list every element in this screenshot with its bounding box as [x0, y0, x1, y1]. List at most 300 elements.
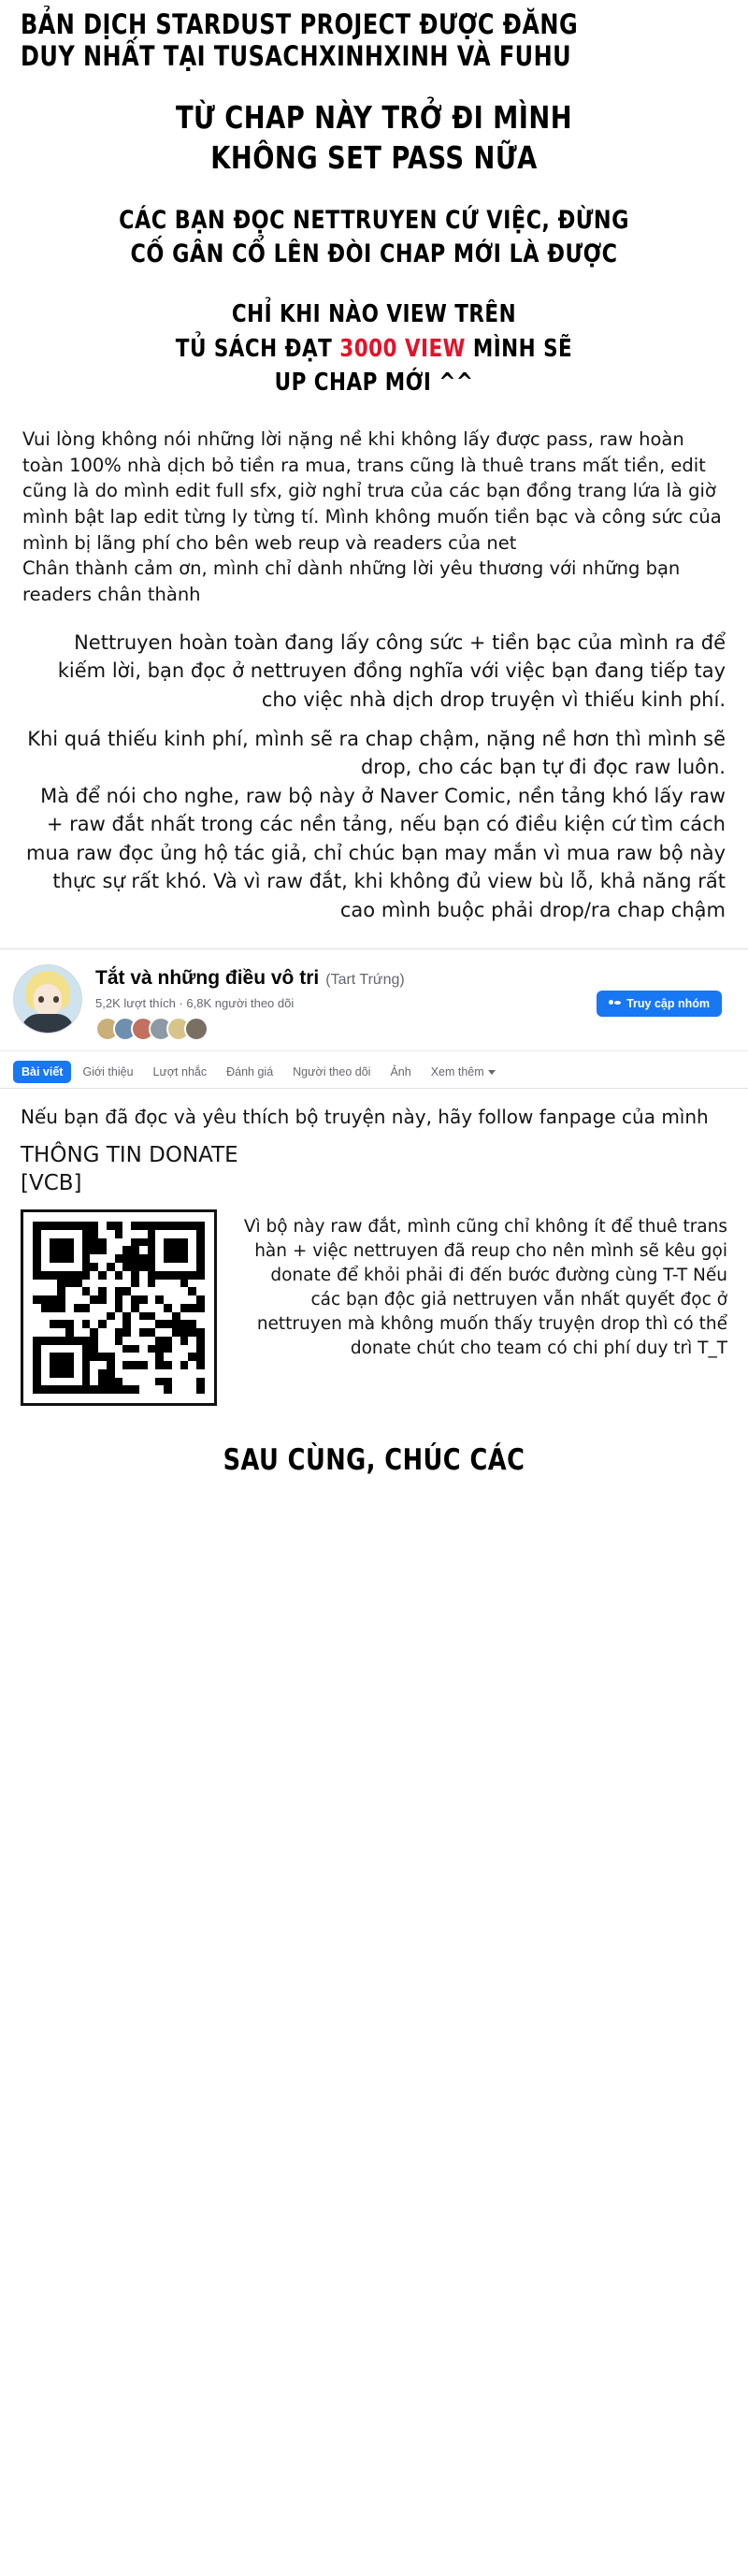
qr-module — [131, 1254, 139, 1263]
qr-module — [131, 1246, 139, 1254]
qr-module — [41, 1320, 50, 1328]
qr-module — [107, 1304, 115, 1312]
qr-module — [155, 1263, 164, 1271]
qr-module — [188, 1353, 196, 1361]
qr-module — [148, 1238, 156, 1247]
qr-module — [98, 1238, 107, 1247]
qr-module — [172, 1337, 180, 1345]
qr-module — [50, 1304, 58, 1312]
qr-module — [164, 1263, 172, 1271]
qr-module — [82, 1304, 91, 1312]
qr-module — [90, 1353, 98, 1361]
qr-module — [74, 1295, 82, 1304]
qr-module — [65, 1222, 74, 1230]
qr-module — [90, 1345, 98, 1353]
qr-module — [90, 1304, 98, 1312]
fb-tab-bar — [0, 1050, 748, 1088]
qr-module — [82, 1246, 91, 1254]
qr-module — [164, 1304, 172, 1312]
qr-module — [65, 1378, 74, 1386]
qr-module — [180, 1345, 189, 1353]
qr-module — [33, 1320, 41, 1328]
qr-module — [90, 1312, 98, 1321]
qr-module — [41, 1328, 50, 1337]
paragraph-1: Vui lòng không nói những lời nặng nề khi không lấy được pass, raw hoàn toàn 100% nhà dịch bỏ tiền ra mua, trans cũng là thuê trans mất tiền, edit cũng là do mình edit full sfx, giờ nghỉ trưa của các bạn đồng trang lứa là giờ mình bật lap edit từng ly từng tí. Mình không muốn tiền bạc và công sức của mình bị lãng phí cho bên web reup và readers của net — [22, 427, 722, 554]
qr-module — [131, 1312, 139, 1321]
qr-module — [131, 1353, 139, 1361]
qr-module — [188, 1280, 196, 1288]
qr-module — [131, 1320, 139, 1328]
visit-group-button[interactable] — [597, 991, 722, 1017]
fb-title-row — [95, 966, 597, 990]
friend-avatars-row — [95, 1017, 597, 1041]
qr-grid — [33, 1222, 205, 1394]
qr-module — [33, 1254, 41, 1263]
qr-module — [148, 1295, 156, 1304]
donate-note: Vì bộ này raw đắt, mình cũng chỉ không ít để thuê trans hàn + việc nettruyen đã reup cho nên mình sẽ kêu gọi donate để khỏi phải đi đến bước đường cùng T-T Nếu các bạn độc giả nettruyen vẫn nhất quyết đọc ở nettruyen mà không muốn thấy truyện drop thì có thể donate chút cho team có chi phí duy trì T_T — [243, 1217, 727, 1358]
qr-module — [122, 1263, 131, 1271]
qr-module — [74, 1246, 82, 1254]
donate-bank-label: [VCB] — [21, 1171, 82, 1196]
qr-module — [74, 1263, 82, 1271]
qr-module — [155, 1369, 164, 1378]
qr-module — [122, 1254, 131, 1263]
qr-module — [90, 1328, 98, 1337]
qr-module — [98, 1369, 107, 1378]
qr-module — [82, 1238, 91, 1247]
qr-module — [196, 1378, 205, 1386]
qr-module — [164, 1312, 172, 1321]
qr-module — [74, 1238, 82, 1247]
qr-module — [98, 1295, 107, 1304]
qr-module — [155, 1295, 164, 1304]
tab-mentions[interactable]: Lượt nhắc — [152, 1065, 208, 1079]
qr-module — [115, 1369, 123, 1378]
qr-module — [180, 1287, 189, 1295]
qr-module — [172, 1328, 180, 1337]
qr-module — [188, 1378, 196, 1386]
qr-module — [107, 1328, 115, 1337]
qr-module — [122, 1271, 131, 1280]
qr-module — [155, 1320, 164, 1328]
qr-module — [33, 1280, 41, 1288]
qr-module — [107, 1295, 115, 1304]
qr-module — [172, 1295, 180, 1304]
qr-module — [139, 1254, 148, 1263]
tab-followers[interactable]: Người theo dõi — [293, 1065, 371, 1079]
qr-module — [148, 1320, 156, 1328]
qr-module — [82, 1345, 91, 1353]
qr-module — [41, 1312, 50, 1321]
qr-module — [50, 1312, 58, 1321]
qr-module — [172, 1378, 180, 1386]
qr-module — [139, 1238, 148, 1247]
follow-text: Nếu bạn đã đọc và yêu thích bộ truyện này, hãy follow fanpage của mình — [21, 1106, 709, 1129]
qr-module — [50, 1238, 58, 1247]
tab-posts[interactable]: Bài viết — [13, 1061, 71, 1083]
qr-module — [98, 1345, 107, 1353]
qr-module — [98, 1353, 107, 1361]
qr-module — [107, 1238, 115, 1247]
qr-module — [122, 1230, 131, 1238]
avatar — [13, 964, 82, 1034]
qr-module — [74, 1385, 82, 1394]
qr-module — [122, 1287, 131, 1295]
qr-module — [50, 1345, 58, 1353]
qr-module — [90, 1378, 98, 1386]
qr-module — [74, 1328, 82, 1337]
qr-module — [82, 1295, 91, 1304]
qr-module — [107, 1246, 115, 1254]
qr-module — [148, 1246, 156, 1254]
qr-module — [82, 1280, 91, 1288]
qr-module — [65, 1271, 74, 1280]
qr-module — [139, 1385, 148, 1394]
qr-module — [180, 1246, 189, 1254]
qr-module — [41, 1280, 50, 1288]
qr-module — [98, 1271, 107, 1280]
qr-module — [188, 1361, 196, 1369]
qr-module — [98, 1378, 107, 1386]
qr-module — [115, 1295, 123, 1304]
qr-module — [122, 1246, 131, 1254]
qr-module — [82, 1230, 91, 1238]
qr-module — [148, 1230, 156, 1238]
qr-module — [33, 1287, 41, 1295]
qr-module — [131, 1287, 139, 1295]
qr-module — [98, 1320, 107, 1328]
qr-module — [172, 1222, 180, 1230]
qr-module — [155, 1361, 164, 1369]
qr-module — [65, 1263, 74, 1271]
qr-module — [115, 1312, 123, 1321]
qr-module — [122, 1280, 131, 1288]
qr-module — [41, 1295, 50, 1304]
view-line-suffix: MÌNH SẼ — [465, 334, 573, 363]
qr-module — [98, 1304, 107, 1312]
tab-about[interactable]: Giới thiệu — [82, 1065, 134, 1079]
qr-module — [196, 1246, 205, 1254]
qr-module — [172, 1271, 180, 1280]
qr-module — [164, 1280, 172, 1288]
qr-module — [131, 1361, 139, 1369]
qr-module — [188, 1246, 196, 1254]
qr-module — [41, 1345, 50, 1353]
qr-module — [50, 1337, 58, 1345]
qr-module — [90, 1385, 98, 1394]
qr-module — [122, 1345, 131, 1353]
qr-module — [65, 1254, 74, 1263]
tab-more-label: Xem thêm — [430, 1065, 484, 1079]
qr-module — [115, 1230, 123, 1238]
qr-module — [41, 1238, 50, 1247]
qr-module — [115, 1271, 123, 1280]
qr-module — [172, 1280, 180, 1288]
friend-avatar — [184, 1017, 209, 1041]
qr-module — [90, 1230, 98, 1238]
qr-module — [90, 1287, 98, 1295]
qr-module — [172, 1361, 180, 1369]
qr-module — [107, 1320, 115, 1328]
headline-mid-line-1: CÁC BẠN ĐỌC NETTRUYEN CỨ VIỆC, ĐỪNG — [119, 205, 629, 235]
qr-module — [131, 1385, 139, 1394]
qr-module — [65, 1312, 74, 1321]
qr-module — [148, 1328, 156, 1337]
qr-module — [90, 1271, 98, 1280]
qr-module — [115, 1280, 123, 1288]
fb-card-top — [0, 959, 748, 1041]
qr-module — [74, 1369, 82, 1378]
qr-module — [107, 1369, 115, 1378]
qr-module — [57, 1378, 65, 1386]
qr-module — [82, 1369, 91, 1378]
qr-module — [164, 1369, 172, 1378]
qr-module — [107, 1312, 115, 1321]
qr-module — [50, 1320, 58, 1328]
qr-module — [41, 1263, 50, 1271]
qr-module — [196, 1287, 205, 1295]
qr-module — [98, 1361, 107, 1369]
qr-module — [98, 1222, 107, 1230]
qr-module — [164, 1238, 172, 1247]
qr-module — [41, 1369, 50, 1378]
qr-module — [65, 1320, 74, 1328]
qr-module — [57, 1345, 65, 1353]
qr-module — [90, 1280, 98, 1288]
qr-module — [82, 1328, 91, 1337]
footer-headline: SAU CÙNG, CHÚC CÁC — [223, 1443, 525, 1478]
qr-module — [148, 1385, 156, 1394]
qr-module — [74, 1254, 82, 1263]
page-stats: 5,2K lượt thích · 6,8K người theo dõi — [95, 996, 295, 1011]
qr-module — [196, 1222, 205, 1230]
qr-module — [41, 1230, 50, 1238]
headline-view-line-1: CHỈ KHI NÀO VIEW TRÊN — [231, 300, 517, 329]
page-alias: (Tart Trứng) — [325, 972, 405, 989]
qr-module — [90, 1369, 98, 1378]
qr-module — [115, 1378, 123, 1386]
qr-module — [155, 1353, 164, 1361]
qr-module — [41, 1385, 50, 1394]
tab-reviews[interactable]: Đánh giá — [226, 1065, 274, 1079]
qr-module — [65, 1304, 74, 1312]
qr-module — [107, 1230, 115, 1238]
qr-module — [33, 1304, 41, 1312]
qr-module — [188, 1328, 196, 1337]
qr-module — [172, 1263, 180, 1271]
qr-module — [131, 1271, 139, 1280]
qr-module — [33, 1263, 41, 1271]
qr-module — [164, 1230, 172, 1238]
qr-module — [148, 1304, 156, 1312]
qr-module — [33, 1328, 41, 1337]
qr-module — [57, 1312, 65, 1321]
qr-module — [188, 1320, 196, 1328]
qr-module — [57, 1230, 65, 1238]
qr-module — [131, 1230, 139, 1238]
qr-module — [188, 1337, 196, 1345]
qr-module — [148, 1378, 156, 1386]
qr-module — [196, 1353, 205, 1361]
donate-qr-code — [21, 1209, 217, 1406]
qr-module — [164, 1222, 172, 1230]
qr-module — [164, 1287, 172, 1295]
qr-module — [33, 1378, 41, 1386]
qr-module — [115, 1287, 123, 1295]
qr-module — [131, 1222, 139, 1230]
qr-module — [139, 1287, 148, 1295]
qr-module — [172, 1304, 180, 1312]
qr-module — [33, 1295, 41, 1304]
qr-module — [131, 1280, 139, 1288]
view-line-prefix: TỦ SÁCH ĐẠT — [175, 334, 340, 363]
qr-module — [33, 1361, 41, 1369]
headline-big-line-1: TỪ CHAP NÀY TRỞ ĐI MÌNH — [175, 99, 573, 137]
paragraph-5: Mà để nói cho nghe, raw bộ này ở Naver Comic, nền tảng khó lấy raw + raw đắt nhất trong các nền tảng, nếu bạn có điều kiện cứ tìm cách mua raw đọc ủng hộ tác giả, chỉ chúc bạn may mắn vì mua raw bộ này thực sự rất khó. Và vì raw đắt, khi không đủ view bù lỗ, khả năng rất cao mình buộc phải drop/ra chap chậm — [26, 784, 726, 921]
qr-module — [74, 1337, 82, 1345]
qr-module — [74, 1345, 82, 1353]
qr-module — [139, 1320, 148, 1328]
qr-module — [180, 1263, 189, 1271]
qr-module — [148, 1280, 156, 1288]
qr-module — [131, 1337, 139, 1345]
qr-module — [131, 1304, 139, 1312]
qr-module — [57, 1287, 65, 1295]
qr-module — [172, 1345, 180, 1353]
qr-module — [180, 1369, 189, 1378]
qr-module — [196, 1254, 205, 1263]
qr-module — [57, 1295, 65, 1304]
qr-module — [122, 1295, 131, 1304]
qr-module — [82, 1271, 91, 1280]
qr-row — [0, 1198, 748, 1406]
qr-module — [57, 1328, 65, 1337]
qr-module — [41, 1337, 50, 1345]
qr-module — [98, 1280, 107, 1288]
qr-module — [139, 1312, 148, 1321]
qr-module — [107, 1345, 115, 1353]
qr-module — [82, 1337, 91, 1345]
qr-module — [50, 1230, 58, 1238]
qr-module — [139, 1304, 148, 1312]
chevron-down-icon — [488, 1070, 496, 1075]
qr-module — [164, 1385, 172, 1394]
qr-module — [50, 1353, 58, 1361]
qr-module — [98, 1328, 107, 1337]
avatar-body — [22, 1014, 74, 1033]
qr-module — [33, 1369, 41, 1378]
qr-module — [180, 1385, 189, 1394]
qr-module — [115, 1328, 123, 1337]
qr-module — [164, 1353, 172, 1361]
qr-module — [148, 1287, 156, 1295]
qr-module — [196, 1263, 205, 1271]
qr-module — [155, 1337, 164, 1345]
tab-photos[interactable]: Ảnh — [390, 1065, 411, 1079]
qr-module — [65, 1287, 74, 1295]
qr-module — [155, 1287, 164, 1295]
qr-module — [155, 1328, 164, 1337]
qr-module — [115, 1337, 123, 1345]
qr-module — [188, 1271, 196, 1280]
qr-module — [148, 1337, 156, 1345]
qr-module — [164, 1254, 172, 1263]
qr-module — [122, 1312, 131, 1321]
qr-module — [196, 1337, 205, 1345]
qr-module — [115, 1345, 123, 1353]
qr-module — [131, 1328, 139, 1337]
qr-module — [41, 1304, 50, 1312]
qr-module — [41, 1254, 50, 1263]
qr-module — [196, 1361, 205, 1369]
qr-module — [148, 1361, 156, 1369]
qr-module — [139, 1328, 148, 1337]
tab-more[interactable] — [423, 1060, 504, 1088]
qr-module — [74, 1353, 82, 1361]
qr-module — [131, 1345, 139, 1353]
qr-module — [196, 1280, 205, 1288]
qr-module — [148, 1254, 156, 1263]
qr-module — [172, 1287, 180, 1295]
qr-module — [196, 1369, 205, 1378]
qr-module — [180, 1353, 189, 1361]
page-title[interactable]: Tắt và những điều vô tri — [95, 967, 320, 990]
qr-module — [122, 1353, 131, 1361]
qr-module — [41, 1361, 50, 1369]
qr-module — [164, 1345, 172, 1353]
qr-module — [188, 1304, 196, 1312]
qr-module — [155, 1271, 164, 1280]
fb-cta-wrap — [597, 991, 722, 1017]
qr-module — [82, 1287, 91, 1295]
qr-module — [65, 1238, 74, 1247]
headline-big-line-2: KHÔNG SET PASS NỮA — [210, 138, 538, 176]
donate-title: THÔNG TIN DONATE — [21, 1143, 238, 1168]
qr-module — [196, 1271, 205, 1280]
qr-module — [33, 1238, 41, 1247]
qr-module — [188, 1287, 196, 1295]
qr-module — [74, 1287, 82, 1295]
qr-module — [82, 1320, 91, 1328]
qr-module — [65, 1230, 74, 1238]
qr-module — [139, 1222, 148, 1230]
qr-module — [50, 1254, 58, 1263]
paragraph-3: Nettruyen hoàn toàn đang lấy công sức + tiền bạc của mình ra để kiếm lời, bạn đọc ở nettruyen đồng nghĩa với việc bạn đang tiếp tay cho việc nhà dịch drop truyện vì thiếu kinh phí. — [57, 630, 726, 711]
qr-module — [90, 1320, 98, 1328]
qr-module — [188, 1254, 196, 1263]
qr-module — [115, 1385, 123, 1394]
qr-module — [196, 1295, 205, 1304]
qr-module — [57, 1337, 65, 1345]
qr-module — [164, 1320, 172, 1328]
qr-module — [107, 1254, 115, 1263]
qr-module — [90, 1263, 98, 1271]
qr-module — [41, 1378, 50, 1386]
qr-module — [98, 1230, 107, 1238]
qr-module — [41, 1287, 50, 1295]
qr-module — [139, 1295, 148, 1304]
qr-module — [164, 1246, 172, 1254]
qr-module — [98, 1246, 107, 1254]
qr-module — [131, 1378, 139, 1386]
qr-module — [82, 1312, 91, 1321]
qr-module — [188, 1230, 196, 1238]
qr-module — [180, 1361, 189, 1369]
qr-module — [50, 1287, 58, 1295]
qr-module — [65, 1369, 74, 1378]
qr-module — [188, 1263, 196, 1271]
qr-module — [155, 1254, 164, 1263]
